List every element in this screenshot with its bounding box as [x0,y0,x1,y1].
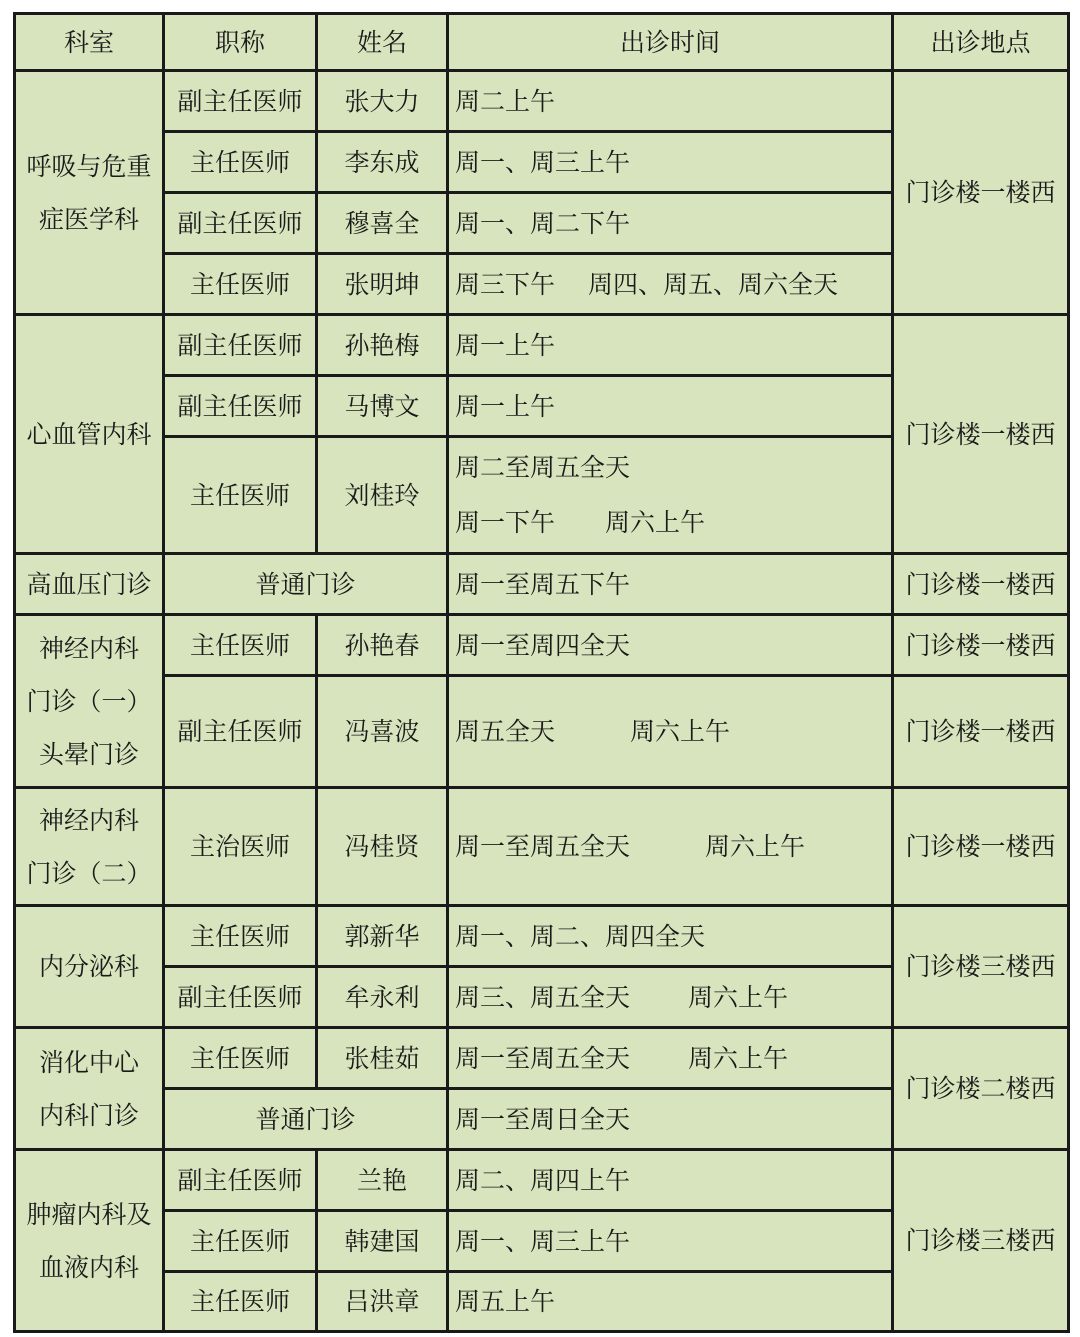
name-cell [318,377,446,435]
title-text: 副主任医师 [177,86,303,116]
time-text: 周五全天 周六上午 [455,717,731,746]
title-cell [165,438,315,552]
title-text: 副主任医师 [177,717,303,746]
name-cell [318,789,446,904]
title-cell [165,194,315,252]
schedule-table [13,12,1070,1333]
time-cell [449,968,891,1026]
location-cell [894,789,1067,904]
department-text: 心血管内科 [26,419,152,449]
location-text: 门诊楼三楼西 [905,1226,1056,1255]
title-text: 主任医师 [189,921,290,951]
time-cell [449,377,891,435]
time-text: 周一上午 [455,391,556,421]
title-text: 副主任医师 [177,330,303,360]
location-text: 门诊楼一楼西 [905,419,1056,449]
department-text: 头晕门诊 [38,739,139,769]
department-text: 神经内科 [38,805,139,835]
header-title: 职称 [165,15,315,69]
name-text: 张桂茹 [344,1043,420,1073]
name-cell [318,316,446,374]
department-text: 内分泌科 [38,952,139,981]
title-cell [165,555,446,613]
title-text: 主任医师 [189,269,290,299]
time-cell [449,255,891,313]
name-text: 牟永利 [344,982,420,1012]
location-text: 门诊楼一楼西 [905,569,1056,599]
title-text: 主任医师 [189,1226,290,1256]
name-text: 刘桂玲 [344,480,420,510]
time-cell [449,1151,891,1209]
time-cell [449,1212,891,1270]
location-cell [894,907,1067,1026]
department-cell [16,616,162,786]
time-text: 周三、周五全天 周六上午 [455,982,788,1012]
name-text: 穆喜全 [344,208,420,238]
title-text: 主治医师 [189,832,290,861]
title-text: 副主任医师 [177,208,303,238]
name-text: 马博文 [344,391,420,421]
location-cell [894,316,1067,552]
location-cell [894,1151,1067,1330]
name-cell [318,616,446,674]
time-cell [449,133,891,191]
time-text: 周一至周四全天 [455,630,631,660]
title-text: 主任医师 [189,1287,290,1316]
department-cell [16,1029,162,1148]
name-text: 孙艳春 [344,630,420,660]
time-text: 周一至周五全天 周六上午 [455,1043,788,1073]
time-cell [449,1029,891,1087]
title-cell [165,1090,446,1148]
name-text: 冯喜波 [344,717,420,746]
name-cell [318,1273,446,1330]
title-text: 主任医师 [189,1043,290,1073]
name-cell [318,72,446,130]
location-cell [894,555,1067,613]
title-cell [165,1029,315,1087]
title-text: 主任医师 [189,480,290,510]
time-cell [449,72,891,130]
department-text: 内科门诊 [38,1100,139,1130]
name-cell [318,1212,446,1270]
department-cell [16,907,162,1026]
location-text: 门诊楼一楼西 [905,178,1056,207]
department-cell [16,316,162,552]
title-cell [165,789,315,904]
title-cell [165,133,315,191]
location-text: 门诊楼三楼西 [905,952,1056,981]
time-text: 周二上午 [455,86,556,116]
time-cell [449,616,891,674]
name-cell [318,438,446,552]
title-text: 普通门诊 [255,1104,356,1134]
department-text: 症医学科 [38,204,139,234]
title-cell [165,1273,315,1330]
time-text: 周一、周三上午 [455,1226,631,1256]
time-cell [449,907,891,965]
time-cell [449,555,891,613]
time-text: 周五上午 [455,1287,556,1316]
department-cell [16,1151,162,1330]
header-location: 出诊地点 [894,15,1067,69]
name-text: 张大力 [344,86,420,116]
header-time: 出诊时间 [449,15,891,69]
time-text: 周一至周五下午 [455,569,631,599]
department-text: 高血压门诊 [26,569,152,599]
title-text: 副主任医师 [177,391,303,421]
name-cell [318,133,446,191]
title-cell [165,907,315,965]
department-cell [16,555,162,613]
name-text: 孙艳梅 [344,330,420,360]
title-text: 普通门诊 [255,569,356,599]
department-cell [16,789,162,904]
title-cell [165,1151,315,1209]
location-text: 门诊楼一楼西 [905,630,1056,660]
time-cell [449,1090,891,1148]
department-cell [16,72,162,313]
location-text: 门诊楼一楼西 [905,832,1056,861]
name-cell [318,907,446,965]
title-cell [165,1212,315,1270]
time-text: 周三下午 周四、周五、周六全天 [455,269,838,299]
time-text: 周一上午 [455,330,556,360]
time-cell [449,316,891,374]
title-cell [165,968,315,1026]
header-name: 姓名 [318,15,446,69]
location-cell [894,616,1067,674]
title-text: 副主任医师 [177,1165,303,1195]
time-cell [449,789,891,904]
department-text: 肿瘤内科及 [26,1199,152,1229]
name-text: 郭新华 [344,921,420,951]
title-text: 主任医师 [189,630,290,660]
name-text: 兰艳 [356,1165,407,1195]
title-cell [165,316,315,374]
location-cell [894,677,1067,786]
location-cell [894,72,1067,313]
time-text: 周一、周二下午 [455,208,631,238]
name-text: 韩建国 [344,1226,420,1256]
name-text: 冯桂贤 [344,832,420,861]
name-text: 张明坤 [344,269,420,299]
time-text: 周一下午 周六上午 [455,508,706,537]
title-text: 副主任医师 [177,982,303,1012]
time-cell [449,677,891,786]
department-text: 门诊（二） [26,858,152,888]
name-cell [318,677,446,786]
department-text: 消化中心 [38,1047,139,1077]
header-department: 科室 [16,15,162,69]
name-cell [318,194,446,252]
department-text: 血液内科 [38,1252,139,1282]
location-text: 门诊楼一楼西 [905,717,1056,746]
title-cell [165,677,315,786]
name-text: 李东成 [344,147,420,177]
name-cell [318,255,446,313]
location-cell [894,1029,1067,1148]
time-text: 周二、周四上午 [455,1165,631,1195]
department-text: 门诊（一） [26,686,152,716]
title-cell [165,255,315,313]
time-text: 周一至周日全天 [455,1104,631,1134]
title-cell [165,72,315,130]
title-text: 主任医师 [189,147,290,177]
name-cell [318,1151,446,1209]
time-text: 周二至周五全天 [455,453,631,482]
name-cell [318,1029,446,1087]
name-text: 吕洪章 [344,1287,420,1316]
department-text: 呼吸与危重 [26,151,152,181]
time-cell [449,194,891,252]
time-cell [449,1273,891,1330]
time-cell [449,438,891,552]
title-cell [165,377,315,435]
department-text: 神经内科 [38,633,139,663]
location-text: 门诊楼二楼西 [905,1074,1056,1103]
title-cell [165,616,315,674]
time-text: 周一、周三上午 [455,147,631,177]
time-text: 周一、周二、周四全天 [455,921,706,951]
name-cell [318,968,446,1026]
time-text: 周一至周五全天 周六上午 [455,832,806,861]
